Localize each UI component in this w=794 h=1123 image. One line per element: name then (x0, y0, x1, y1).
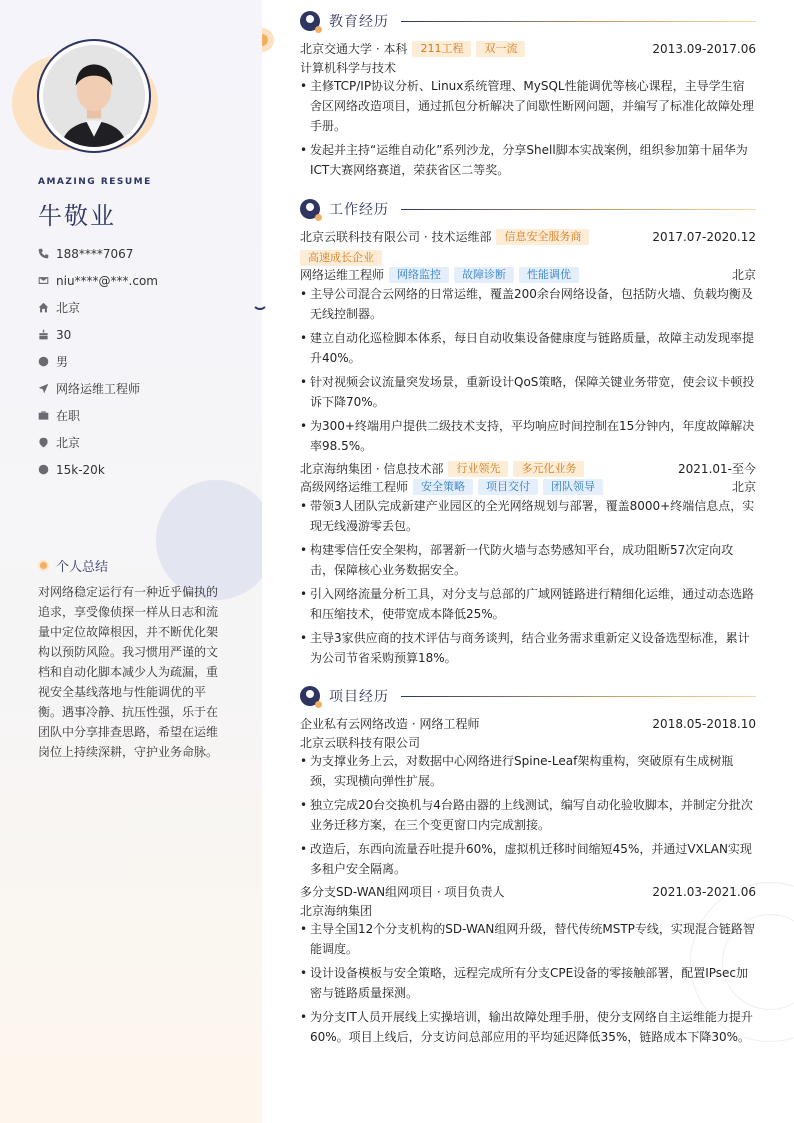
projects-title: 项目经历 (329, 689, 389, 705)
job-role-row (300, 265, 756, 284)
mail-icon (38, 275, 49, 286)
section-badge-icon (300, 686, 320, 706)
section-divider (401, 696, 756, 697)
project-date: 2018.05-2018.10 (652, 716, 756, 731)
avatar-frame (37, 39, 151, 153)
list-item: • 主导公司混合云网络的日常运维，覆盖200余台网络设备，包括防火墙、负载均衡及无线控制器。 (300, 284, 756, 324)
info-item-city (38, 429, 248, 456)
company-tag: 高速成长企业 (300, 250, 382, 266)
project-org-row (300, 733, 756, 752)
list-item: • 为支撑业务上云，对数据中心网络进行Spine-Leaf架构重构，突破原有生成树瓶颈，实现横向弹性扩展。 (300, 751, 756, 791)
company-tag: 行业领先 (448, 461, 508, 477)
list-item: • 主导3家供应商的技术评估与商务谈判，结合业务需求重新定义设备选型标准，累计为公司节省采购预算18%。 (300, 628, 756, 668)
job-date: 2021.01-至今 (678, 462, 756, 476)
list-item: • 构建零信任安全架构，部署新一代防火墙与态势感知平台，成功阻断57次定向攻击，保障核心业务数据安全。 (300, 540, 756, 580)
briefcase-icon (38, 410, 49, 421)
work-section-header (300, 198, 756, 220)
list-item: • 为分支IT人员开展线上实操培训，输出故障处理手册，使分支网络自主运维能力提升60%。项目上线后，分支访问总部应用的平均延迟降低35%，链路成本下降30%。 (300, 1007, 756, 1047)
list-item: • 独立完成20台交换机与4台路由器的上线测试，编写自动化验收脚本，并制定分批次业务迁移方案，在三个变更窗口内完成割接。 (300, 795, 756, 835)
job-city: 北京 (731, 268, 756, 282)
section-divider (401, 21, 756, 22)
job-company-row (300, 459, 756, 478)
salary-value: 15k-20k (56, 462, 105, 477)
list-item: • 带领3人团队完成新建产业园区的全光网络规划与部署，覆盖8000+终端信息点，实现无线漫游零丢包。 (300, 496, 756, 536)
send-icon (38, 383, 49, 394)
cake-icon (38, 329, 49, 340)
list-item: • 为300+终端用户提供二级技术支持，平均响应时间控制在15分钟内，年度故障解决率98.5%。 (300, 416, 756, 456)
project-name: 企业私有云网络改造 · 网络工程师 (300, 717, 480, 731)
education-tag: 211工程 (412, 41, 471, 57)
sidebar (0, 0, 262, 1123)
email-value: niu****@***.com (56, 273, 158, 288)
home-icon (38, 302, 49, 313)
list-item: • 建立自动化巡检脚本体系，每日自动收集设备健康度与链路质量，故障主动发现率提升40%。 (300, 328, 756, 368)
role-tag: 团队领导 (543, 479, 603, 495)
job-date: 2017.07-2020.12 (652, 229, 756, 244)
job-city: 北京 (731, 480, 756, 494)
info-item-gender (38, 348, 248, 375)
gender-icon (38, 356, 49, 367)
project-date: 2021.03-2021.06 (652, 884, 756, 899)
education-major-row (300, 58, 756, 77)
job-company: 北京海纳集团 · 信息技术部 (300, 462, 444, 476)
decorative-arc (252, 294, 268, 310)
company-tag: 信息安全服务商 (496, 229, 589, 245)
project-name: 多分支SD-WAN组网项目 · 项目负责人 (300, 885, 505, 899)
role-tag: 故障诊断 (454, 267, 514, 283)
age-value: 30 (56, 327, 72, 342)
info-item-status (38, 402, 248, 429)
job-company-row (300, 227, 756, 246)
avatar-portrait-icon (43, 45, 145, 147)
project-bullets (300, 751, 756, 883)
job-bullets (300, 284, 756, 460)
job-role: 网络运维工程师 (300, 268, 385, 282)
info-item-salary (38, 456, 248, 483)
decorative-half-circle (262, 28, 274, 52)
job-role-row (300, 477, 756, 496)
summary-dot-icon (38, 560, 49, 571)
candidate-name: 牛敬业 (38, 202, 116, 230)
salary-icon (38, 464, 49, 475)
education-title: 教育经历 (329, 14, 389, 30)
position-value: 网络运维工程师 (56, 382, 141, 396)
info-item-email (38, 267, 248, 294)
project-org: 北京海纳集团 (300, 904, 373, 918)
role-tag: 项目交付 (478, 479, 538, 495)
city-value: 北京 (56, 436, 81, 450)
section-divider (401, 209, 756, 210)
list-item: • 设计设备模板与安全策略，远程完成所有分支CPE设备的零接触部署，配置IPsec加密与链路质量探测。 (300, 963, 756, 1003)
role-tag: 安全策略 (413, 479, 473, 495)
education-school: 北京交通大学 · 本科 (300, 42, 408, 56)
job-role: 高级网络运维工程师 (300, 480, 409, 494)
education-tag: 双一流 (476, 41, 525, 57)
summary-heading (38, 556, 108, 575)
list-item: • 改造后，东西向流量吞吐提升60%，虚拟机迁移时间缩短45%，并通过VXLAN实现多租户安全隔离。 (300, 839, 756, 879)
contact-info-list (38, 240, 248, 483)
info-item-age (38, 321, 248, 348)
location-pin-icon (38, 437, 49, 448)
gender-value: 男 (56, 355, 69, 369)
project-name-row (300, 882, 756, 901)
list-item: • 主修TCP/IP协议分析、Linux系统管理、MySQL性能调优等核心课程，主导学生宿舍区网络改造项目，通过抓包分析解决了间歇性断网问题，并编写了标准化故障处理手册。 (300, 76, 756, 136)
job-company: 北京云联科技有限公司 · 技术运维部 (300, 230, 492, 244)
list-item: • 引入网络流量分析工具，对分支与总部的广域网链路进行精细化运维，通过动态选路和压缩技术，使带宽成本降低25%。 (300, 584, 756, 624)
education-section-header (300, 10, 756, 32)
education-school-row (300, 39, 756, 58)
role-tag: 网络监控 (389, 267, 449, 283)
project-bullets (300, 919, 756, 1051)
education-bullets (300, 76, 756, 184)
info-item-position (38, 375, 248, 402)
phone-value: 188****7067 (56, 246, 134, 261)
project-name-row (300, 714, 756, 733)
projects-section-header (300, 685, 756, 707)
summary-title: 个人总结 (56, 560, 109, 575)
status-value: 在职 (56, 409, 81, 423)
project-org: 北京云联科技有限公司 (300, 736, 421, 750)
phone-icon (38, 248, 49, 259)
resume-tagline: AMAZING RESUME (38, 177, 152, 187)
summary-text: 对网络稳定运行有一种近乎偏执的追求，享受像侦探一样从日志和流量中定位故障根因，并不断优化架构以预防风险。我习惯用严谨的文档和自动化脚本减少人为疏漏，重视安全基线落地与性能调优的平衡。遇事冷静、抗压性强，乐于在团队中分享排查思路，希望在运维岗位上持续深耕，守护业务命脉。 (38, 585, 219, 759)
project-org-row (300, 901, 756, 920)
section-badge-icon (300, 199, 320, 219)
section-badge-icon (300, 11, 320, 31)
list-item: • 主导全国12个分支机构的SD-WAN组网升级，替代传统MSTP专线，实现混合链路智能调度。 (300, 919, 756, 959)
company-tag: 多元化业务 (513, 461, 584, 477)
info-item-phone (38, 240, 248, 267)
avatar (43, 45, 145, 147)
job-bullets (300, 496, 756, 672)
education-date: 2013.09-2017.06 (652, 41, 756, 56)
role-tag: 性能调优 (519, 267, 579, 283)
education-major: 计算机科学与技术 (300, 61, 397, 75)
list-item: • 针对视频会议流量突发场景，重新设计QoS策略，保障关键业务带宽，使会议卡顿投诉下降70%。 (300, 372, 756, 412)
work-title: 工作经历 (329, 202, 389, 218)
list-item: • 发起并主持“运维自动化”系列沙龙，分享Shell脚本实战案例，组织参加第十届华为ICT大赛网络赛道，荣获省区二等奖。 (300, 140, 756, 180)
info-item-hometown (38, 294, 248, 321)
hometown-value: 北京 (56, 301, 81, 315)
